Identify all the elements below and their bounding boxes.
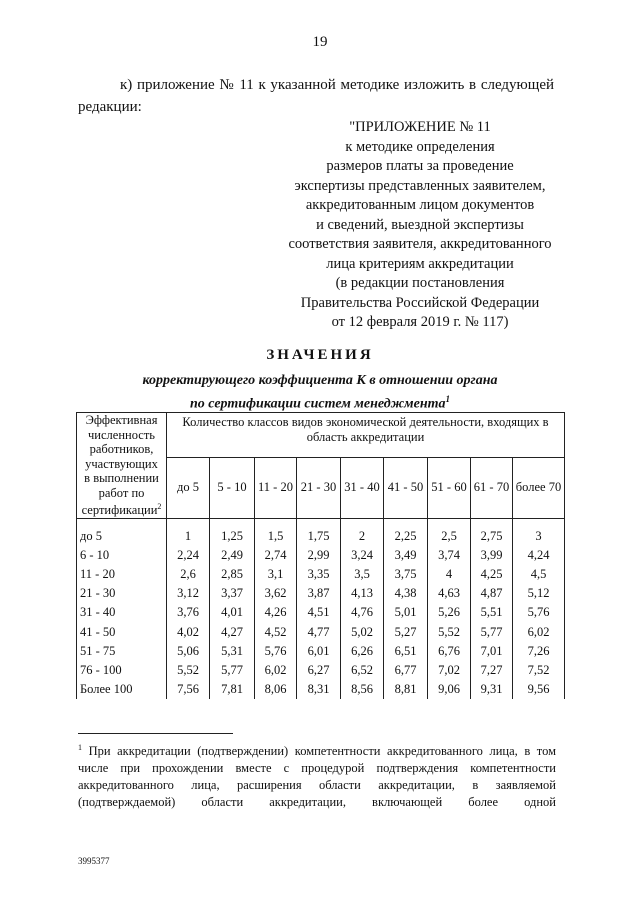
row-label: 11 - 20 (77, 565, 167, 584)
row-label: Более 100 (77, 680, 167, 699)
header-line: сертификации$^2$ (81, 502, 162, 518)
appendix-line: соответствия заявителя, аккредитованного (288, 236, 552, 252)
table-cell: 2,24 (167, 546, 210, 565)
table-cell: 5,31 (210, 642, 255, 661)
table-row (77, 518, 565, 546)
table-cell: 5,77 (210, 661, 255, 680)
table-cell: 6,51 (384, 642, 428, 661)
row-label: 21 - 30 (77, 584, 167, 603)
intro-paragraph: к) приложение № 11 к указанной методике изложить в следующей редакции: (78, 77, 554, 115)
table-cell: 5,06 (167, 642, 210, 661)
table-cell: 7,01 (471, 642, 513, 661)
footnote-mark: 1 (78, 743, 82, 752)
table-cell: 1,5 (255, 518, 297, 546)
table-row (77, 661, 565, 680)
appendix-line: экспертизы представленных заявителем, (294, 177, 546, 194)
footnote-mark: 1 (445, 394, 450, 404)
footnote-mark: 2 (157, 502, 162, 511)
table-cell: 3,37 (210, 584, 255, 603)
column-header: 31 - 40 (341, 457, 384, 518)
table-cell: 9,56 (513, 680, 565, 699)
table-cell: 7,52 (513, 661, 565, 680)
table-cell: 4,13 (341, 584, 384, 603)
table-cell: 5,26 (428, 603, 471, 622)
subheading-line-1: корректирующего коэффициента К в отношении органа (142, 373, 498, 388)
table-row (77, 603, 565, 622)
table-cell: 7,56 (167, 680, 210, 699)
table-cell: 5,27 (384, 623, 428, 642)
appendix-line: лица критериям аккредитации (326, 255, 514, 272)
subheading-line-2: по сертификации систем менеджмента$^1$ (190, 394, 450, 412)
footnote-divider (78, 733, 233, 734)
table-cell: 4,38 (384, 584, 428, 603)
table-cell: 4,51 (297, 603, 341, 622)
document-id: 3995377 (78, 856, 110, 866)
table-cell: 8,31 (297, 680, 341, 699)
table-cell: 3,99 (471, 546, 513, 565)
table-cell: 4,02 (167, 623, 210, 642)
table-cell: 4,77 (297, 623, 341, 642)
table-cell: 6,76 (428, 642, 471, 661)
table-cell: 4,24 (513, 546, 565, 565)
appendix-line: размеров платы за проведение (326, 158, 514, 174)
header-line: работ по (98, 485, 145, 500)
table-cell: 2,85 (210, 565, 255, 584)
appendix-line: и сведений, выездной экспертизы (316, 216, 524, 233)
table-row (77, 565, 565, 584)
table-cell: 6,52 (341, 661, 384, 680)
table-cell: 2,99 (297, 546, 341, 565)
table-cell: 4 (428, 565, 471, 584)
table-cell: 5,51 (471, 603, 513, 622)
table-cell: 4,26 (255, 603, 297, 622)
table-cell: 4,01 (210, 603, 255, 622)
table-cell: 2,75 (471, 518, 513, 546)
values-heading: ЗНАЧЕНИЯ (266, 347, 374, 363)
table-cell: 7,27 (471, 661, 513, 680)
appendix-line: "ПРИЛОЖЕНИЕ № 11 (349, 119, 491, 135)
appendix-line: от 12 февраля 2019 г. № 117) (331, 314, 509, 330)
table-cell: 4,63 (428, 584, 471, 603)
table-cell: 2,5 (428, 518, 471, 546)
classes-group-header: Количество классов видов экономической деятельности, входящих в область аккредитации (167, 413, 565, 458)
table-cell: 6,01 (297, 642, 341, 661)
employees-column-header (77, 413, 167, 519)
table-cell: 6,02 (513, 623, 565, 642)
header-line: работников, (89, 442, 154, 456)
row-label: 41 - 50 (77, 623, 167, 642)
table-cell: 5,76 (255, 642, 297, 661)
table-row (77, 680, 565, 699)
table-cell: 7,26 (513, 642, 565, 661)
table-cell: 2,49 (210, 546, 255, 565)
page-number: 19 (312, 34, 328, 50)
footnote-text: При аккредитации (подтверждении) компетентности аккредитованного лица, в том числе при прохождении вместе с процедурой подтверждения компетентности аккредитованного лица, расширения области аккредитации, в заявляемой (подтверждаемой) области аккредитации, включающей более одной (78, 744, 557, 810)
table-cell: 5,01 (384, 603, 428, 622)
table-cell: 6,27 (297, 661, 341, 680)
table-cell: 5,52 (167, 661, 210, 680)
table-cell: 4,52 (255, 623, 297, 642)
table-cell: 7,81 (210, 680, 255, 699)
table-cell: 5,02 (341, 623, 384, 642)
table-cell: 4,5 (513, 565, 565, 584)
table-row (77, 642, 565, 661)
table-cell: 6,77 (384, 661, 428, 680)
table-cell: 5,12 (513, 584, 565, 603)
column-header: 51 - 60 (428, 457, 471, 518)
table-cell: 5,77 (471, 623, 513, 642)
row-label: до 5 (77, 518, 167, 546)
table-cell: 1,25 (210, 518, 255, 546)
table-row (77, 584, 565, 603)
column-header: более 70 (513, 457, 565, 518)
table-cell: 8,06 (255, 680, 297, 699)
table-row (77, 546, 565, 565)
column-header: 5 - 10 (210, 457, 255, 518)
table-cell: 6,26 (341, 642, 384, 661)
table-cell: 4,27 (210, 623, 255, 642)
table-cell: 9,06 (428, 680, 471, 699)
table-subheading (70, 372, 570, 414)
table-cell: 2,25 (384, 518, 428, 546)
table-cell: 2 (341, 518, 384, 546)
header-line: в выполнении (84, 471, 159, 485)
table-cell: 3,76 (167, 603, 210, 622)
column-header: 21 - 30 (297, 457, 341, 518)
footnote (78, 739, 556, 811)
table-cell: 8,81 (384, 680, 428, 699)
column-header: 11 - 20 (255, 457, 297, 518)
table-cell: 3,49 (384, 546, 428, 565)
column-header: 61 - 70 (471, 457, 513, 518)
table-cell: 3,24 (341, 546, 384, 565)
header-line: Эффективная (85, 413, 158, 427)
appendix-heading-block (270, 118, 570, 333)
table-cell: 1,75 (297, 518, 341, 546)
row-label: 76 - 100 (77, 661, 167, 680)
table-cell: 3,75 (384, 565, 428, 584)
table-cell: 3,35 (297, 565, 341, 584)
appendix-line: (в редакции постановления (335, 275, 505, 291)
appendix-line: аккредитованным лицом документов (305, 197, 535, 213)
table-cell: 3,5 (341, 565, 384, 584)
table-cell: 3,87 (297, 584, 341, 603)
table-cell: 6,02 (255, 661, 297, 680)
table-cell: 4,25 (471, 565, 513, 584)
appendix-line: к методике определения (345, 138, 495, 155)
header-line: участвующих (85, 456, 158, 471)
table-cell: 3,74 (428, 546, 471, 565)
table-cell: 2,74 (255, 546, 297, 565)
table-cell: 4,87 (471, 584, 513, 603)
table-cell: 8,56 (341, 680, 384, 699)
table-cell: 7,02 (428, 661, 471, 680)
table-cell: 3,62 (255, 584, 297, 603)
row-label: 6 - 10 (77, 546, 167, 565)
column-header: до 5 (167, 457, 210, 518)
table-cell: 3,12 (167, 584, 210, 603)
table-cell: 5,52 (428, 623, 471, 642)
table-cell: 3,1 (255, 565, 297, 584)
appendix-line: Правительства Российской Федерации (300, 294, 540, 311)
row-label: 51 - 75 (77, 642, 167, 661)
row-label: 31 - 40 (77, 603, 167, 622)
table-cell: 2,6 (167, 565, 210, 584)
coefficient-table (76, 412, 565, 699)
table-cell: 3 (513, 518, 565, 546)
header-line: численность (88, 427, 155, 442)
table-row (77, 623, 565, 642)
table-cell: 4,76 (341, 603, 384, 622)
column-header: 41 - 50 (384, 457, 428, 518)
table-cell: 1 (167, 518, 210, 546)
table-cell: 9,31 (471, 680, 513, 699)
table-cell: 5,76 (513, 603, 565, 622)
